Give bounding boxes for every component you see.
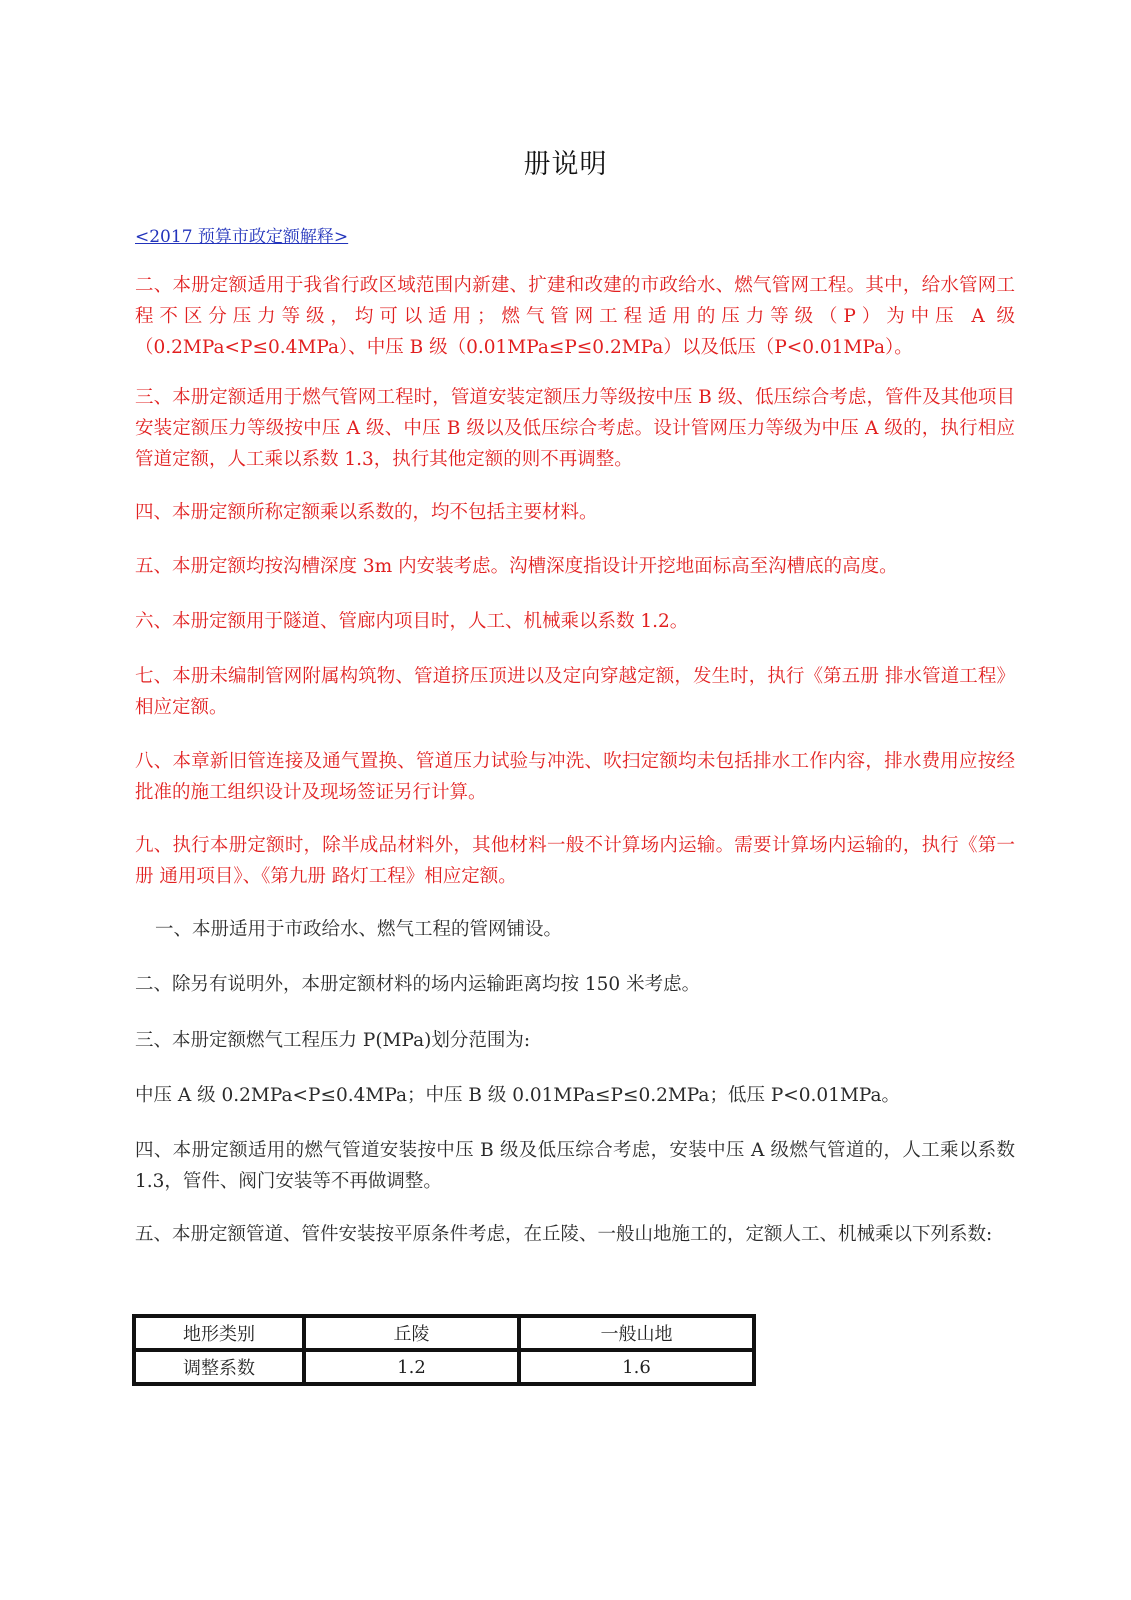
black-paragraph-3: 三、本册定额燃气工程压力 P(MPa)划分范围为: <box>135 1030 531 1051</box>
table-header-row <box>135 1317 753 1351</box>
red-paragraph-2: 二、本册定额适用于我省行政区域范围内新建、扩建和改建的市政给水、燃气管网工程。其中，给水管网工程不区分压力等级，均可以适用；燃气管网工程适用的压力等级（P）为中压 A 级（0.2MPa<P≤0.4MPa）、中压 B 级（0.01MPa≤P≤0.2MPa）以及低压（P<0.01MPa）。 <box>135 275 1015 358</box>
table-header-cell: 一般山地 <box>520 1317 753 1351</box>
black-paragraph-4: 四、本册定额适用的燃气管道安装按中压 B 级及低压综合考虑，安装中压 A 级燃气管道的，人工乘以系数 1.3，管件、阀门安装等不再做调整。 <box>135 1140 1015 1192</box>
coefficient-table <box>132 1314 756 1386</box>
pressure-range-line: 中压 A 级 0.2MPa<P≤0.4MPa；中压 B 级 0.01MPa≤P≤0.2MPa；低压 P<0.01MPa。 <box>135 1085 901 1106</box>
table-header-cell: 地形类别 <box>135 1317 305 1351</box>
red-paragraph-8: 八、本章新旧管连接及通气置换、管道压力试验与冲洗、吹扫定额均未包括排水工作内容，排水费用应按经批准的施工组织设计及现场签证另行计算。 <box>135 751 1015 803</box>
page-title: 册说明 <box>523 149 608 180</box>
black-paragraph-1: 一、本册适用于市政给水、燃气工程的管网铺设。 <box>155 919 563 940</box>
black-paragraph-5: 五、本册定额管道、管件安装按平原条件考虑，在丘陵、一般山地施工的，定额人工、机械乘以下列系数: <box>135 1224 993 1245</box>
table-cell: 调整系数 <box>135 1351 305 1383</box>
red-paragraph-3: 三、本册定额适用于燃气管网工程时，管道安装定额压力等级按中压 B 级、低压综合考虑，管件及其他项目安装定额压力等级按中压 A 级、中压 B 级以及低压综合考虑。设计管网压力等级为中压 A 级的，执行相应管道定额，人工乘以系数 1.3，执行其他定额的则不再调整。 <box>135 387 1015 470</box>
table-cell: 1.2 <box>305 1351 520 1383</box>
black-paragraph-2: 二、除另有说明外，本册定额材料的场内运输距离均按 150 米考虑。 <box>135 974 701 995</box>
table-header-cell: 丘陵 <box>305 1317 520 1351</box>
red-paragraph-4: 四、本册定额所称定额乘以系数的，均不包括主要材料。 <box>135 502 598 523</box>
red-paragraph-7: 七、本册未编制管网附属构筑物、管道挤压顶进以及定向穿越定额，发生时，执行《第五册 排水管道工程》相应定额。 <box>135 666 1015 718</box>
table-row <box>135 1351 753 1383</box>
red-paragraph-9: 九、执行本册定额时，除半成品材料外，其他材料一般不计算场内运输。需要计算场内运输的，执行《第一册 通用项目》、《第九册 路灯工程》相应定额。 <box>135 835 1015 887</box>
red-paragraph-6: 六、本册定额用于隧道、管廊内项目时，人工、机械乘以系数 1.2。 <box>135 611 689 632</box>
table-cell: 1.6 <box>520 1351 753 1383</box>
red-paragraph-5: 五、本册定额均按沟槽深度 3m 内安装考虑。沟槽深度指设计开挖地面标高至沟槽底的高度。 <box>135 556 898 577</box>
interpretation-link[interactable]: <2017 预算市政定额解释> <box>135 227 349 247</box>
